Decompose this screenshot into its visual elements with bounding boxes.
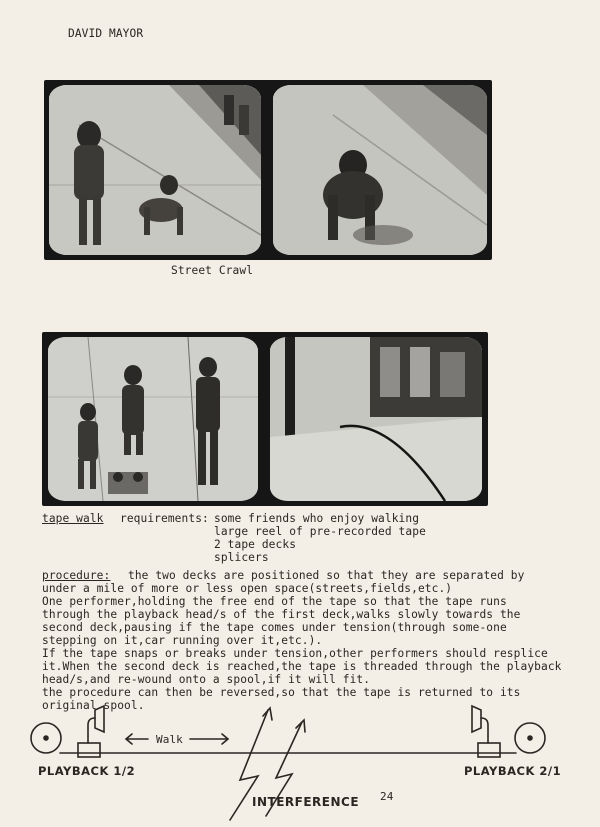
right-deck-icon bbox=[478, 743, 500, 757]
walk-label: Walk bbox=[156, 733, 183, 746]
procedure-line: original spool. bbox=[42, 699, 145, 712]
procedure-line: head/s,and re-wound onto a spool,if it will fit. bbox=[42, 673, 371, 686]
procedure-line: it.When the second deck is reached,the tape is threaded through the playback bbox=[42, 660, 562, 673]
procedure-label: procedure: bbox=[42, 569, 111, 582]
tape-walk-title: tape walk bbox=[42, 512, 104, 525]
left-speaker-icon bbox=[95, 706, 104, 732]
tape-walk-screen-right bbox=[270, 337, 482, 501]
left-speaker-neck bbox=[88, 718, 95, 743]
right-speaker-neck bbox=[481, 718, 488, 743]
tape-walk-photo bbox=[42, 332, 488, 506]
left-deck-icon bbox=[78, 743, 100, 757]
playback-right-label: PLAYBACK 2/1 bbox=[464, 764, 562, 778]
street-crawl-screen-right bbox=[273, 85, 487, 255]
interference-label: INTERFERENCE bbox=[252, 795, 360, 809]
requirement-item: 2 tape decks bbox=[214, 538, 297, 551]
procedure-line: One performer,holding the free end of the tape so that the tape runs bbox=[42, 595, 507, 608]
requirement-item: some friends who enjoy walking bbox=[214, 512, 420, 525]
walk-left-arrow-icon bbox=[126, 734, 148, 744]
author-name: DAVID MAYOR bbox=[68, 27, 144, 40]
requirement-item: splicers bbox=[214, 551, 269, 564]
playback-left-label: PLAYBACK 1/2 bbox=[38, 764, 136, 778]
street-crawl-screen-left bbox=[49, 85, 261, 255]
procedure-line: stepping on it,car running over it,etc.). bbox=[42, 634, 323, 647]
requirement-item: large reel of pre-recorded tape bbox=[214, 525, 426, 538]
procedure-line: the two decks are positioned so that they are separated by bbox=[128, 569, 525, 582]
procedure-line: If the tape snaps or breaks under tension,other performers should resplice bbox=[42, 647, 548, 660]
procedure-line: through the playback head/s of the first deck,walks slowly towards the bbox=[42, 608, 521, 621]
tape-walk-screen-left bbox=[48, 337, 258, 501]
page-number: 24 bbox=[380, 790, 394, 803]
street-crawl-caption: Street Crawl bbox=[171, 264, 254, 277]
right-speaker-icon bbox=[472, 706, 481, 732]
procedure-line: under a mile of more or less open space(streets,fields,etc.) bbox=[42, 582, 453, 595]
street-crawl-photo bbox=[44, 80, 492, 260]
requirements-label: requirements: bbox=[120, 512, 209, 525]
procedure-line: second deck,pausing if the tape comes under tension(through some-one bbox=[42, 621, 507, 634]
walk-right-arrow-icon bbox=[190, 734, 228, 744]
procedure-line: the procedure can then be reversed,so that the tape is returned to its bbox=[42, 686, 521, 699]
